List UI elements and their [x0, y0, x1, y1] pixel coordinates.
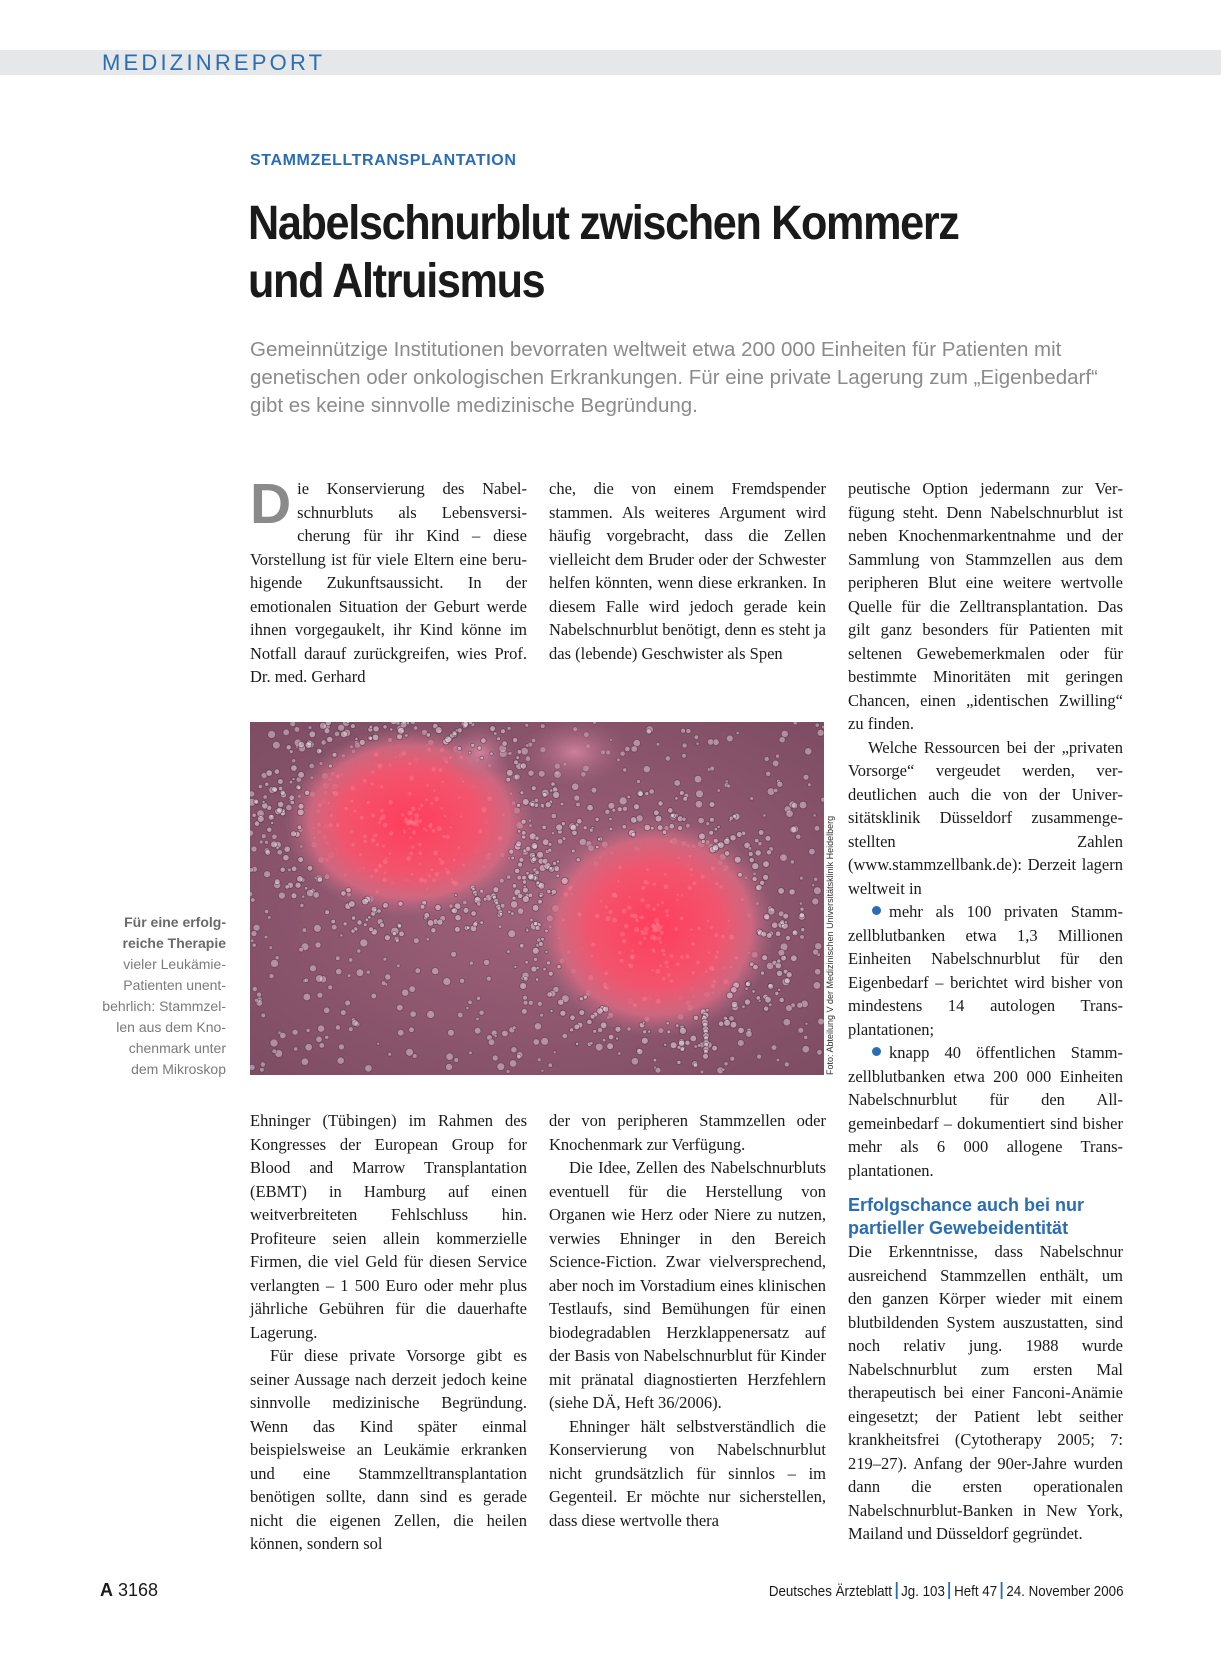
page-number-value: 3168: [118, 1580, 159, 1600]
column-1-paragraph-1: Ehninger (Tübingen) im Rahmen des Kongresses der European Group for Blood and Marrow Transplantation (EBMT) in Hamburg auf einen weitverbreiteten Fehlschluss hin. Profiteure seien allein kommerzielle Firmen, die viel Geld für diesen Service verlangten – 1 500 Euro oder mehr plus jährliche Gebühren für die dauerhafte Lagerung.: [250, 1111, 527, 1342]
page-number: [100, 1580, 158, 1601]
bullet-1-text: mehr als 100 privaten Stammzellblutbanken etwa 1,3 Millionen Einheiten Nabelschnurblut für den Eigenbedarf – berichtet wird bisher von mindestens 14 autologen Transplantationen;: [848, 902, 1123, 1039]
column-1-bottom: [250, 1109, 527, 1556]
section-label: MEDIZINREPORT: [102, 50, 326, 75]
photo-caption: [100, 912, 226, 1080]
column-3-bullet-2: [848, 1041, 1123, 1182]
article-lead: Gemeinnützige Institutionen bevorraten weltweit etwa 200 000 Einheiten für Patienten mit genetischen oder onkologischen Erkrankungen. Für eine private Lagerung zum „Eigenbedarf“ gibt es keine sinnvolle medizinische Begründung.: [250, 338, 1098, 417]
column-2-top: [549, 477, 826, 665]
caption-text: vieler Leukämie-Patienten unentbehrlich: Stammzellen aus dem Knochenmark unter dem Mikroskop: [102, 956, 226, 1077]
column-3-bullet-1: [848, 900, 1123, 1041]
column-3-paragraph-1: peutische Option jedermann zur Verfügung steht. Denn Nabelschnurblut ist neben Knochenmarkentnahme und der Sammlung von Stammzellen aus dem peripheren Blut eine weitere wertvolle Quelle für die Zelltransplantation. Das gilt ganz besonders für Patienten mit seltenen Gewebemerkmalen oder für bestimmte Minoritäten mit geringen Chancen, einen „identischen Zwilling“ zu finden.: [848, 479, 1123, 733]
column-2-paragraph-2: Die Idee, Zellen des Nabelschnurbluts eventuell für die Herstellung von Organen wie Herz oder Niere zu nutzen, verwies Ehninger in den Bereich Science-Fiction. Zwar vielversprechend, aber noch im Vorstadium eines klinischen Testlaufs, sind Bemühungen für einen biodegradablen Herzklappenersatz auf der Basis von Nabelschnurblut für Kinder mit pränatal diagnostierten Herzfehlern (siehe DÄ, Heft 36/2006).: [549, 1158, 826, 1412]
publication-name: Deutsches Ärzteblatt: [768, 1584, 892, 1600]
column-2-bottom: [549, 1109, 826, 1532]
issue: Heft 47: [953, 1584, 997, 1600]
column-2-paragraph-1: der von peripheren Stammzellen oder Knochenmark zur Verfügung.: [549, 1111, 826, 1154]
column-3-paragraph-2: Welche Ressourcen bei der „privaten Vorsorge“ vergeudet werden, verdeutlichen auch die von der Universitätsklinik Düsseldorf zusammengestellten Zahlen (www.stammzellbank.de): Derzeit lagern weltweit in: [848, 737, 1123, 898]
article-headline: [248, 195, 1058, 311]
separator: [895, 1582, 897, 1599]
headline-line-1: Nabelschnurblut zwischen Kommerz: [248, 197, 959, 250]
microscope-photo: [250, 722, 824, 1075]
bullet-icon: [872, 906, 881, 915]
article-kicker: STAMMZELLTRANSPLANTATION: [250, 152, 517, 169]
column-3-paragraph-3: Die Erkenntnisse, dass Nabelschnur ausreichend Stammzellen enthält, um den ganzen Körper wieder mit einem blutbildenden System auszustatten, sind noch relativ jung. 1988 wurde Nabelschnurblut zum ersten Mal therapeutisch bei einer Fanconi-Anämie eingesetzt; der Patient lebt seither krankheitsfrei (Cytotherapy 2005; 7: 219–27). Anfang der 90er-Jahre wurden dann die ersten operationalen Nabelschnurblut-Banken in New York, Mailand und Düsseldorf gegründet.: [848, 1242, 1123, 1543]
date: 24. November 2006: [1005, 1584, 1123, 1600]
column-3-subhead: Erfolgschance auch bei nur partieller Gewebeidentität: [848, 1195, 1085, 1238]
column-2-top-text: che, die von einem Fremdspender stammen. Als weiteres Argument wird häufig vorgebracht, dass die Zellen vielleicht dem Bruder oder der Schwester helfen könnten, wenn diese erkranken. In diesem Falle wird jedoch gerade kein Nabelschnurblut benötigt, denn es steht ja das (lebende) Geschwister als Spen: [549, 479, 826, 663]
column-2-paragraph-3: Ehninger hält selbstverständlich die Konservierung von Nabelschnurblut nicht grundsätzlich für sinnlos – im Gegenteil. Er möchte nur sicherstellen, dass diese wertvolle thera: [549, 1416, 826, 1530]
column-3: [848, 477, 1123, 1546]
column-1-top: [250, 472, 527, 689]
volume: Jg. 103: [900, 1584, 945, 1600]
column-1-paragraph-2: Für diese private Vorsorge gibt es seiner Aussage nach derzeit jedoch keine sinnvolle medizinische Begründung. Wenn das Kind später einmal beispielsweise an Leukämie erkranken und eine Stammzelltransplantation benötigen sollte, dann sind es gerade nicht die eigenen Zellen, die heilen können, sondern sol: [250, 1346, 527, 1553]
footer-publication: [768, 1582, 1123, 1600]
photo-credit: Foto: Abteilung V der Medizinischen Universitätsklinik Heidelberg: [825, 815, 835, 1075]
bullet-icon: [872, 1047, 881, 1056]
separator: [948, 1582, 950, 1599]
page-prefix: A: [100, 1580, 113, 1600]
column-1-top-text: ie Konservierung des Nabelschnurbluts als Lebensversicherung für ihr Kind – diese Vorstellung ist für viele Eltern eine beruhigende Zukunftsaussicht. In der emotionalen Situation der Geburt werde ihnen vorgegaukelt, ihr Kind könne im Notfall darauf zurückgreifen, wies Prof. Dr. med. Gerhard: [250, 479, 527, 686]
caption-bold: Für eine erfolgreiche Therapie: [122, 914, 226, 951]
headline-line-2: und Altruismus: [248, 255, 545, 308]
drop-cap: D: [250, 472, 292, 536]
bullet-2-text: knapp 40 öffentlichen Stammzellblutbanken etwa 200 000 Einheiten Nabelschnurblut für den Allgemeinbedarf – dokumentiert sind bisher mehr als 6 000 allogene Transplantationen.: [848, 1043, 1123, 1180]
separator: [1000, 1582, 1002, 1599]
